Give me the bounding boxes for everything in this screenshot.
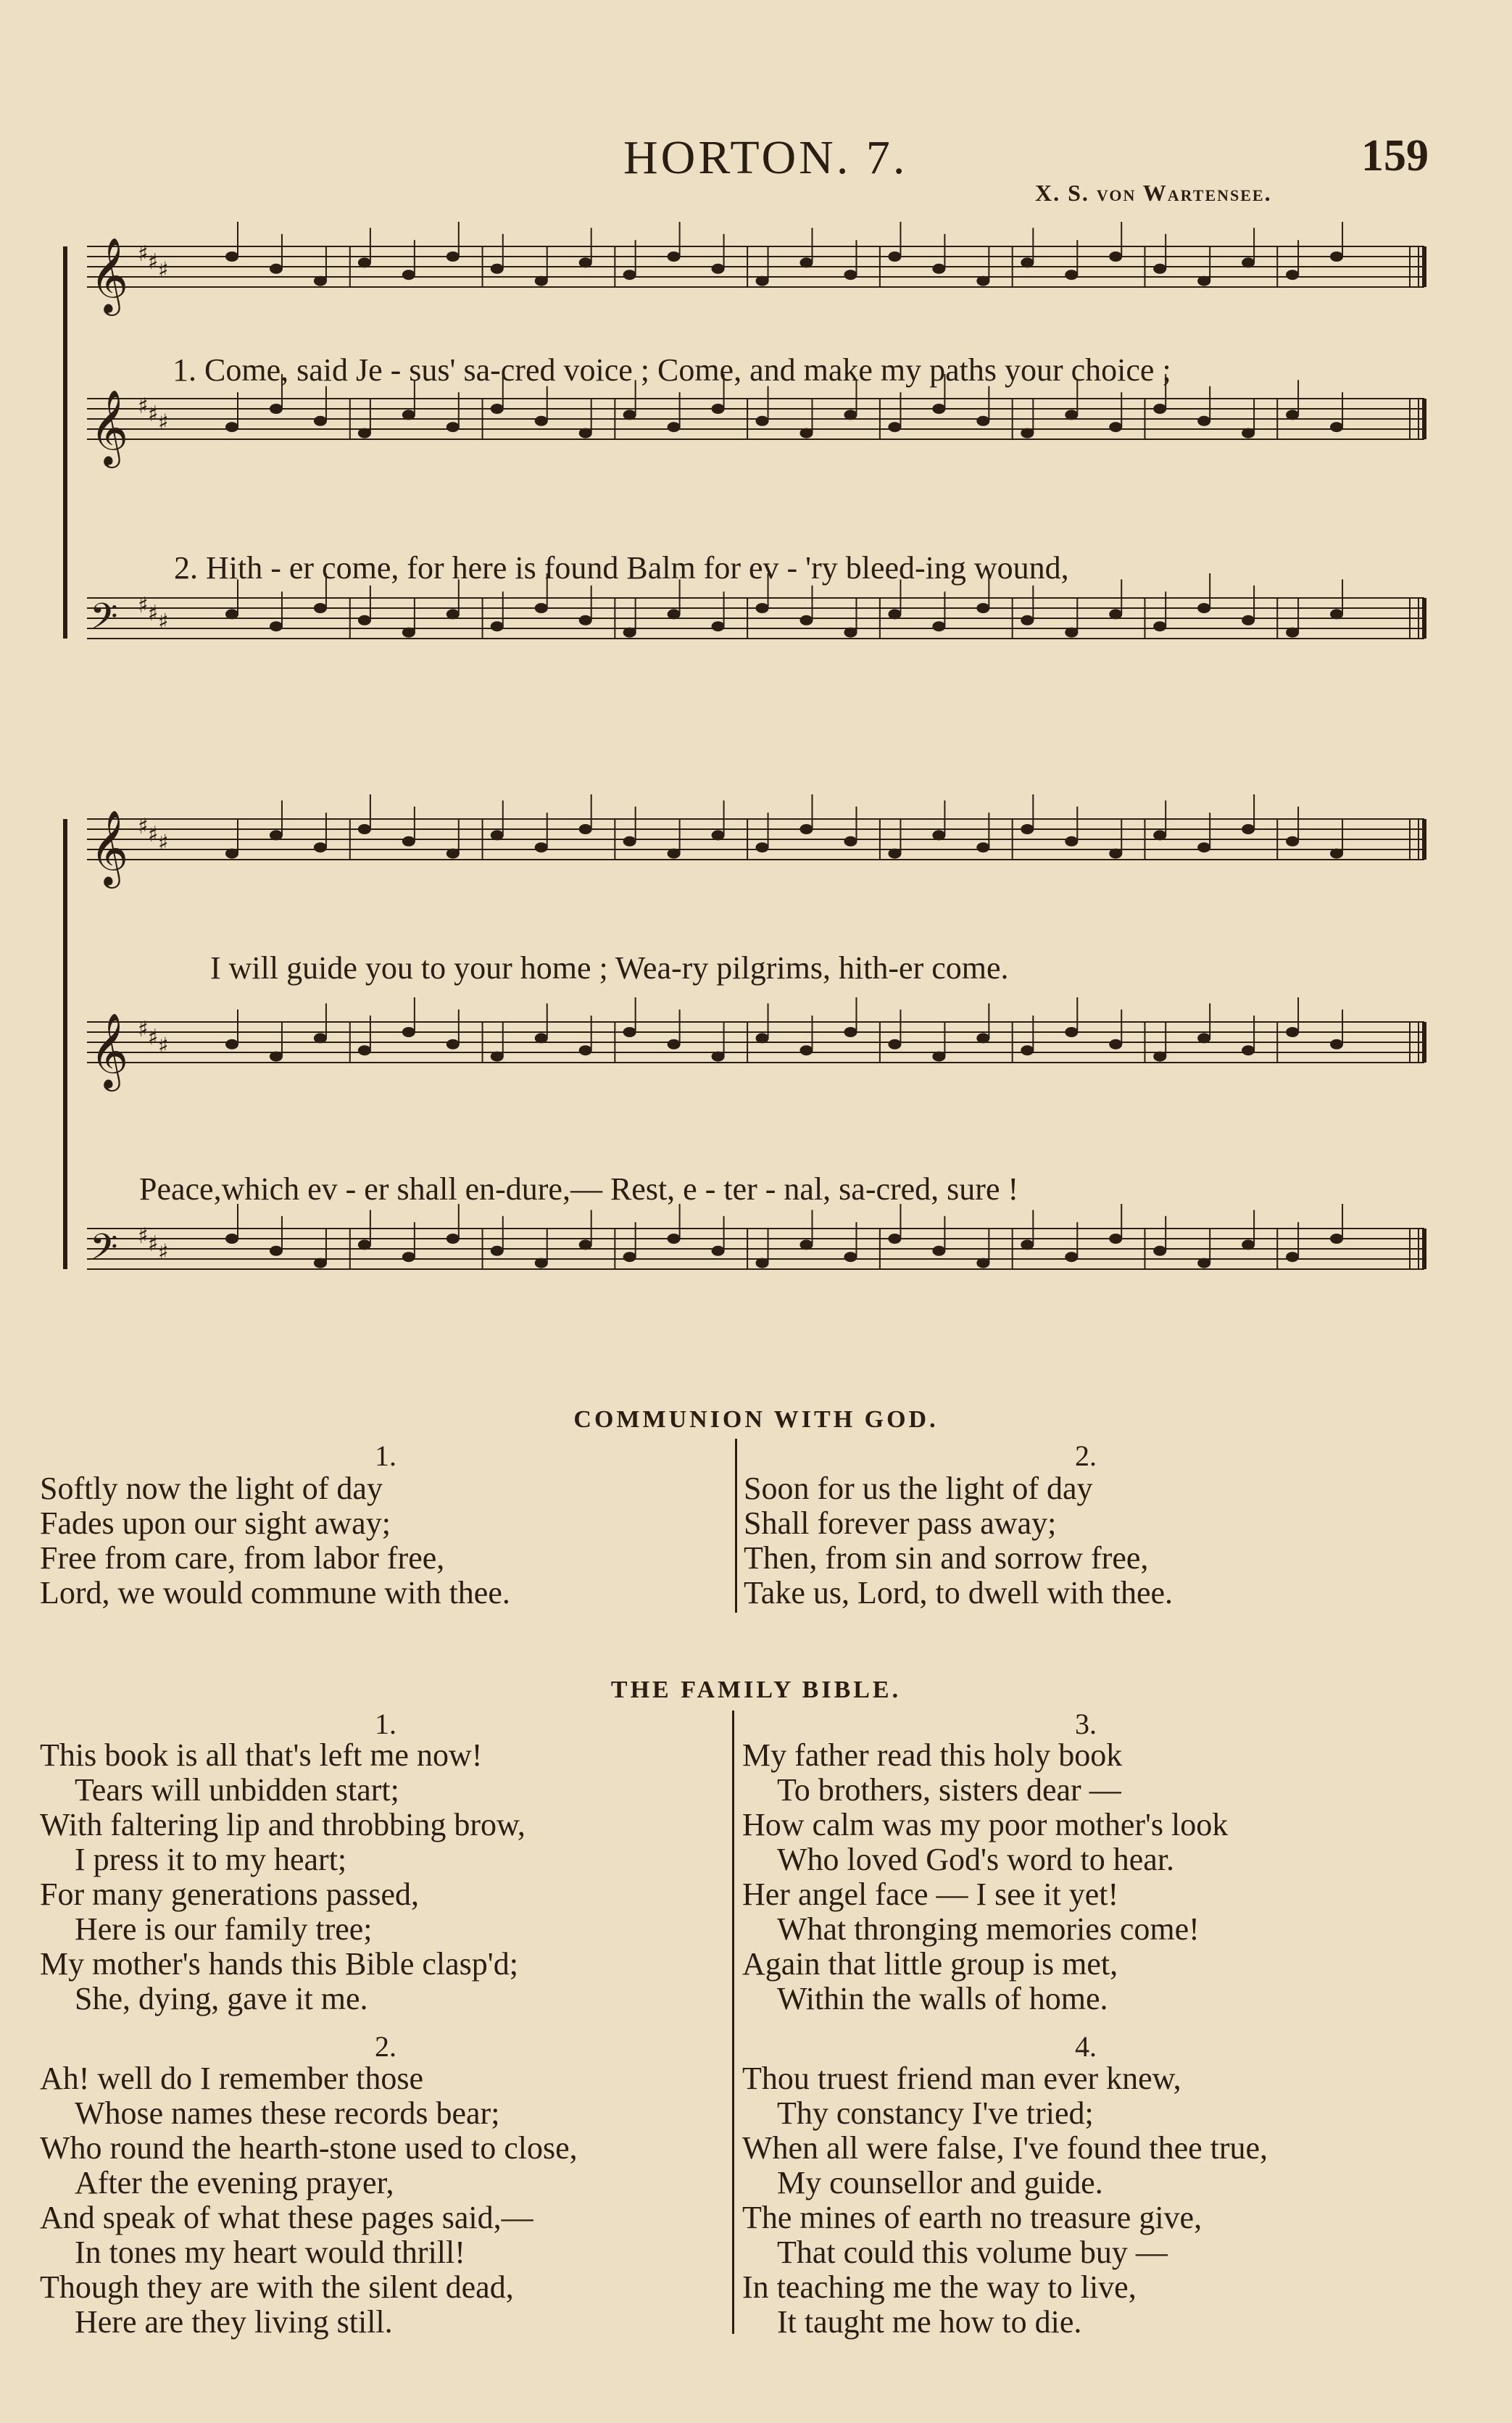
note-head [1065, 410, 1078, 420]
stanza-number: 3. [1075, 1708, 1097, 1740]
note-head [1242, 1045, 1255, 1055]
note-head [668, 422, 681, 432]
sharp-icon: ♯ [148, 822, 159, 848]
note-head [932, 1052, 945, 1062]
stanza-number: 2. [375, 2030, 396, 2063]
tune-title: HORTON. 7. [623, 131, 908, 184]
bass-clef-icon: 𝄢 [90, 596, 118, 647]
note-head [844, 836, 857, 847]
note-head [1109, 1234, 1122, 1244]
stanza-communion-2 [744, 1471, 1173, 1611]
note-head [1021, 615, 1034, 626]
note-head [712, 830, 725, 840]
note-head [1242, 1239, 1255, 1250]
note-head [402, 410, 415, 420]
note-head [225, 1234, 238, 1244]
note-head [1286, 1252, 1299, 1262]
note-head [932, 621, 945, 631]
note-head [844, 410, 857, 420]
verse-line: In teaching me the way to live, [742, 2269, 1137, 2305]
verse-line: What thronging memories come! [777, 1911, 1200, 1947]
note-head [712, 1052, 725, 1062]
note-head [491, 1246, 504, 1256]
stanza-number: 2. [1075, 1439, 1097, 1472]
verse-line: Tears will unbidden start; [75, 1772, 399, 1808]
verse-line: Ah! well do I remember those [40, 2061, 424, 2096]
treble-clef-icon: 𝄞 [90, 810, 129, 886]
note-head [623, 270, 636, 280]
sharp-icon: ♯ [138, 241, 149, 267]
note-head [1065, 836, 1078, 847]
note-head [888, 252, 901, 262]
verse-line: Thy constancy I've tried; [777, 2095, 1094, 2131]
note-head [579, 1239, 592, 1250]
note-head [756, 276, 769, 286]
note-head [1109, 1039, 1122, 1050]
note-head [579, 428, 592, 439]
note-head [1109, 849, 1122, 859]
note-head [623, 410, 636, 420]
note-head [976, 276, 989, 286]
note-head [535, 1033, 548, 1043]
note-head [446, 1039, 460, 1050]
note-head [623, 1252, 636, 1262]
verse-line: Then, from sin and sorrow free, [744, 1540, 1149, 1576]
verse-line: When all were false, I've found thee true, [742, 2130, 1268, 2166]
note-head [270, 1052, 283, 1062]
composer: X. S. von Wartensee. [1035, 180, 1272, 206]
verse-line: It taught me how to die. [777, 2304, 1082, 2340]
note-head [1197, 603, 1210, 613]
note-head [270, 830, 283, 840]
verse-line: I press it to my heart; [75, 1842, 347, 1877]
note-head [1021, 1045, 1034, 1055]
note-head [535, 842, 548, 852]
note-head [491, 404, 504, 414]
stanza-number: 4. [1075, 2030, 1097, 2063]
note-head [270, 1246, 283, 1256]
sharp-icon: ♯ [158, 1239, 169, 1265]
note-head [1153, 621, 1166, 631]
note-head [888, 1234, 901, 1244]
bass-clef-icon: 𝄢 [90, 1226, 118, 1277]
note-head [756, 416, 769, 426]
lyric-line-2: 2. Hith - er come, for here is found Balm for ev - 'ry bleed-ing wound, [174, 550, 1069, 586]
note-head [358, 824, 371, 834]
verse-line: After the evening prayer, [75, 2165, 394, 2200]
verse-line: Within the walls of home. [777, 1981, 1108, 2016]
note-head [1330, 849, 1343, 859]
note-head [668, 609, 681, 619]
sharp-icon: ♯ [148, 249, 159, 275]
note-head [358, 1045, 371, 1055]
sharp-icon: ♯ [138, 1223, 149, 1249]
note-head [535, 276, 548, 286]
verse-line: Thou truest friend man ever knew, [742, 2061, 1181, 2096]
note-head [976, 1258, 989, 1268]
note-head [888, 422, 901, 432]
stanza-number: 1. [375, 1708, 396, 1740]
verse-line: For many generations passed, [40, 1877, 419, 1912]
note-head [1242, 615, 1255, 626]
column-divider [732, 1711, 734, 2334]
note-head [1021, 1239, 1034, 1250]
sharp-icon: ♯ [158, 830, 169, 856]
lyric-line-3: I will guide you to your home ; Wea-ry pilgrims, hith-er come. [210, 950, 1009, 986]
sharp-icon: ♯ [148, 1231, 159, 1258]
sharp-icon: ♯ [158, 609, 169, 635]
note-head [1242, 257, 1255, 267]
note-head [800, 257, 813, 267]
note-head [225, 1039, 238, 1050]
note-head [1286, 836, 1299, 847]
note-head [314, 276, 327, 286]
treble-clef-icon: 𝄞 [90, 389, 129, 465]
stanza-bible-1 [40, 1738, 526, 2016]
verse-line: Whose names these records bear; [75, 2095, 500, 2131]
note-head [1330, 422, 1343, 432]
note-head [1197, 416, 1210, 426]
note-head [1286, 1027, 1299, 1037]
note-head [668, 849, 681, 859]
verse-line: With faltering lip and throbbing brow, [40, 1807, 526, 1842]
verse-line: My counsellor and guide. [777, 2165, 1103, 2200]
note-head [623, 836, 636, 847]
note-head [1109, 609, 1122, 619]
note-head [358, 1239, 371, 1250]
sharp-icon: ♯ [158, 257, 169, 283]
lyric-line-1: 1. Come, said Je - sus' sa-cred voice ; Come, and make my paths your choice ; [173, 352, 1171, 388]
note-head [800, 428, 813, 439]
treble-clef-icon: 𝄞 [90, 1013, 129, 1089]
hymn-title-communion: COMMUNION WITH GOD. [573, 1406, 939, 1433]
verse-line: Fades upon our sight away; [40, 1505, 391, 1541]
note-head [1153, 830, 1166, 840]
note-head [358, 615, 371, 626]
verse-line: Shall forever pass away; [744, 1505, 1057, 1541]
note-head [800, 615, 813, 626]
note-head [314, 603, 327, 613]
note-head [535, 1258, 548, 1268]
note-head [800, 824, 813, 834]
note-head [358, 257, 371, 267]
verse-line: Soon for us the light of day [744, 1471, 1093, 1506]
note-head [712, 264, 725, 274]
page-number: 159 [1361, 131, 1429, 180]
verse-line: This book is all that's left me now! [40, 1737, 483, 1773]
stanza-communion-1 [40, 1471, 510, 1611]
verse-line: And speak of what these pages said,— [40, 2200, 533, 2235]
note-head [314, 1033, 327, 1043]
note-head [1153, 1246, 1166, 1256]
note-head [1109, 252, 1122, 262]
column-divider [735, 1439, 737, 1613]
note-head [579, 1045, 592, 1055]
note-head [712, 404, 725, 414]
note-head [888, 1039, 901, 1050]
note-head [491, 621, 504, 631]
note-head [1153, 264, 1166, 274]
note-head [1286, 628, 1299, 638]
note-head [1109, 422, 1122, 432]
note-head [932, 404, 945, 414]
verse-line: My father read this holy book [742, 1737, 1123, 1773]
note-head [1065, 1252, 1078, 1262]
stanza-bible-2 [40, 2061, 578, 2340]
note-head [932, 264, 945, 274]
note-head [932, 1246, 945, 1256]
note-head [446, 609, 460, 619]
note-head [1197, 1258, 1210, 1268]
sharp-icon: ♯ [158, 1033, 169, 1059]
note-head [314, 416, 327, 426]
note-head [446, 252, 460, 262]
note-head [1021, 428, 1034, 439]
note-head [1330, 252, 1343, 262]
note-head [976, 842, 989, 852]
note-head [314, 842, 327, 852]
note-head [844, 1252, 857, 1262]
verse-line: Softly now the light of day [40, 1471, 383, 1506]
note-head [1021, 824, 1034, 834]
note-head [888, 609, 901, 619]
verse-line: The mines of earth no treasure give, [742, 2200, 1202, 2235]
note-head [1197, 276, 1210, 286]
note-head [800, 1239, 813, 1250]
note-head [1197, 842, 1210, 852]
note-head [225, 849, 238, 859]
note-head [1021, 257, 1034, 267]
sharp-icon: ♯ [138, 1017, 149, 1042]
sharp-icon: ♯ [148, 402, 159, 428]
verse-line: Again that little group is met, [742, 1946, 1118, 1982]
verse-line: She, dying, gave it me. [75, 1981, 368, 2016]
verse-line: Her angel face — I see it yet! [742, 1877, 1119, 1912]
note-head [225, 422, 238, 432]
sharp-icon: ♯ [148, 1025, 159, 1051]
verse-line: Who loved God's word to hear. [777, 1842, 1175, 1877]
note-head [623, 1027, 636, 1037]
note-head [756, 603, 769, 613]
note-head [800, 1045, 813, 1055]
note-head [844, 1027, 857, 1037]
music-score [43, 217, 1435, 1348]
note-head [491, 830, 504, 840]
note-head [976, 416, 989, 426]
verse-line: In tones my heart would thrill! [75, 2235, 465, 2270]
verse-line: How calm was my poor mother's look [742, 1807, 1229, 1842]
note-head [1065, 270, 1078, 280]
note-head [623, 628, 636, 638]
note-head [1286, 410, 1299, 420]
sharp-icon: ♯ [138, 394, 149, 419]
note-head [844, 628, 857, 638]
verse-line: Who round the hearth-stone used to close, [40, 2130, 578, 2166]
note-head [756, 1033, 769, 1043]
note-head [446, 849, 460, 859]
note-head [358, 428, 371, 439]
stanza-bible-4 [742, 2061, 1268, 2340]
note-head [402, 270, 415, 280]
verse-line: That could this volume buy — [777, 2235, 1168, 2270]
note-head [579, 257, 592, 267]
hymn-title-family-bible: THE FAMILY BIBLE. [610, 1676, 902, 1703]
note-head [535, 416, 548, 426]
note-head [225, 609, 238, 619]
verse-line: Though they are with the silent dead, [40, 2269, 514, 2305]
note-head [976, 603, 989, 613]
note-head [579, 824, 592, 834]
verse-line: Free from care, from labor free, [40, 1540, 445, 1576]
note-head [446, 1234, 460, 1244]
note-head [1242, 824, 1255, 834]
note-head [976, 1033, 989, 1043]
note-head [1065, 628, 1078, 638]
note-head [712, 621, 725, 631]
note-head [270, 621, 283, 631]
verse-line: Take us, Lord, to dwell with thee. [744, 1575, 1174, 1611]
note-head [1330, 1039, 1343, 1050]
note-head [402, 1027, 415, 1037]
note-head [756, 1258, 769, 1268]
stanza-bible-3 [742, 1738, 1228, 2016]
note-head [491, 264, 504, 274]
note-head [314, 1258, 327, 1268]
note-head [270, 264, 283, 274]
verse-line: Here is our family tree; [75, 1911, 373, 1947]
note-head [1197, 1033, 1210, 1043]
note-head [932, 830, 945, 840]
verse-line: Here are they living still. [75, 2304, 393, 2340]
lyric-line-4: Peace,which ev - er shall en-dure,— Rest, e - ter - nal, sa-cred, sure ! [139, 1171, 1019, 1207]
note-head [402, 628, 415, 638]
note-head [1330, 609, 1343, 619]
sharp-icon: ♯ [138, 814, 149, 839]
note-head [535, 603, 548, 613]
sharp-icon: ♯ [138, 593, 149, 618]
note-head [1330, 1234, 1343, 1244]
note-head [888, 849, 901, 859]
note-head [668, 1234, 681, 1244]
stanza-number: 1. [375, 1439, 396, 1472]
note-head [446, 422, 460, 432]
note-head [756, 842, 769, 852]
sharp-icon: ♯ [148, 601, 159, 627]
note-head [712, 1246, 725, 1256]
note-head [579, 615, 592, 626]
note-head [1153, 1052, 1166, 1062]
treble-clef-icon: 𝄞 [90, 237, 129, 313]
note-head [1153, 404, 1166, 414]
note-head [491, 1052, 504, 1062]
note-head [402, 1252, 415, 1262]
sharp-icon: ♯ [158, 410, 169, 436]
page-header [0, 130, 1512, 206]
note-head [402, 836, 415, 847]
note-head [668, 252, 681, 262]
note-head [1286, 270, 1299, 280]
verse-line: To brothers, sisters dear — [777, 1772, 1121, 1808]
note-head [1065, 1027, 1078, 1037]
note-head [1242, 428, 1255, 439]
note-head [844, 270, 857, 280]
note-head [668, 1039, 681, 1050]
verse-line: Lord, we would commune with thee. [40, 1575, 510, 1611]
verse-line: My mother's hands this Bible clasp'd; [40, 1946, 518, 1982]
note-head [270, 404, 283, 414]
note-head [225, 252, 238, 262]
